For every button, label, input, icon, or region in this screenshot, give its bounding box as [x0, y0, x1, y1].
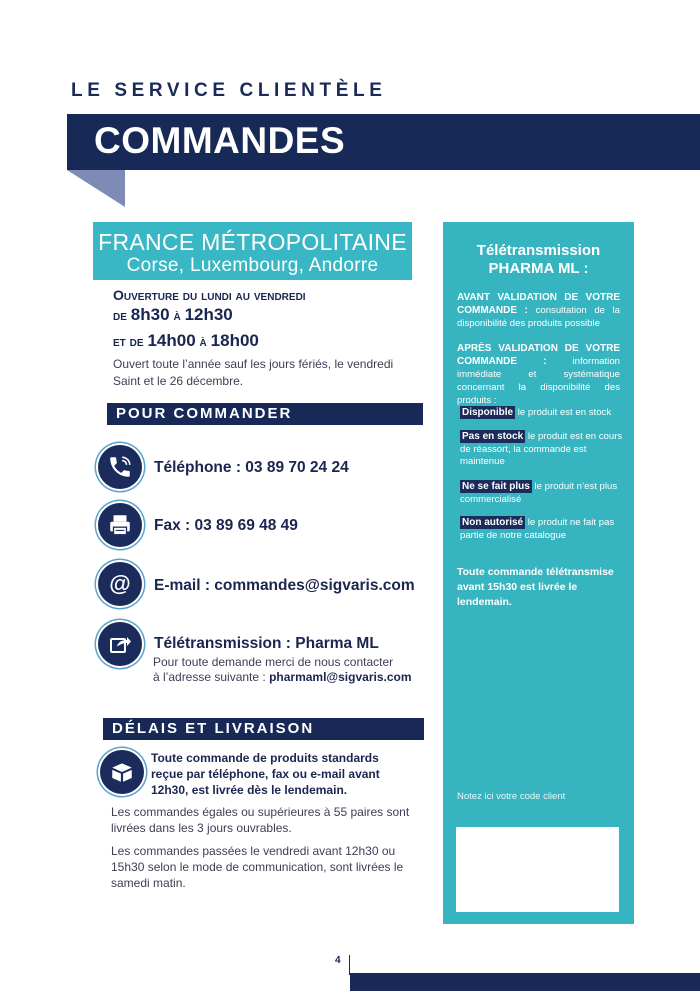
panel-title	[443, 242, 634, 278]
client-code-box[interactable]	[456, 827, 619, 912]
region-subtitle: Corse, Luxembourg, Andorre	[126, 255, 379, 276]
before-validation-label: AVANT VALIDATION DE VOTRE COMMANDE :	[457, 292, 620, 316]
status-discontinued	[460, 481, 623, 506]
title-band	[67, 114, 700, 170]
after-validation-label: APRÈS VALIDATION DE VOTRE COMMANDE :	[457, 343, 620, 367]
after-validation-text: information immédiate et systématique concernant la disponibilité des produits :	[457, 356, 620, 406]
panel-title-line2: PHARMA ML :	[488, 260, 589, 277]
section-heading: LE SERVICE CLIENTÈLE	[71, 80, 387, 101]
status-tag: Pas en stock	[462, 431, 524, 442]
phone-number[interactable]: Téléphone : 03 89 70 24 24	[154, 459, 349, 476]
teletransmission-delivery-note: Toute commande télétransmise avant 15h30 est livrée le lendemain.	[457, 566, 614, 608]
status-text: le produit est en cours de réassort, la commande est maintenue	[460, 431, 623, 467]
phone-icon	[98, 445, 142, 489]
delivery-heading: DÉLAIS ET LIVRAISON	[103, 718, 424, 740]
hours-end: 12h30	[184, 305, 233, 324]
order-heading: POUR COMMANDER	[107, 403, 423, 425]
delivery-friday-orders: Les commandes passées le vendredi avant 12h30 ou 15h30 selon le mode de communication, sont livrées le samedi matin.	[111, 844, 404, 890]
panel-title-line1: Télétransmission	[476, 242, 601, 259]
teletransmission-note-line1: Pour toute demande merci de nous contacter	[153, 655, 394, 669]
fax-number[interactable]: Fax : 03 89 69 48 49	[154, 517, 298, 534]
hours-start: 8h30	[130, 305, 170, 324]
hours-prefix: de	[113, 307, 127, 323]
before-validation-text: consultation de la disponibilité des produits possible	[457, 305, 621, 329]
teletransmission-title: Télétransmission : Pharma ML	[154, 635, 379, 652]
status-text: le produit n’est plus commercialisé	[460, 481, 618, 505]
decorative-triangle	[67, 170, 125, 207]
contact-prefix: à l’adresse suivante :	[153, 670, 266, 684]
region-title: FRANCE MÉTROPOLITAINE	[98, 229, 407, 255]
opening-days: Ouverture du lundi au vendredi	[113, 287, 306, 303]
status-tag: Non autorisé	[462, 517, 524, 528]
status-tag: Disponible	[462, 407, 514, 418]
before-validation	[457, 291, 620, 330]
hours-prefix: et de	[113, 333, 144, 349]
delivery-box-icon	[100, 750, 144, 794]
status-not-authorized	[460, 517, 623, 542]
status-text: le produit ne fait pas partie de notre catalogue	[460, 517, 615, 541]
hours-note: Ouvert toute l’année sauf les jours fériés, le vendredi Saint et le 26 décembre.	[113, 357, 394, 388]
teletransmission-note	[153, 655, 412, 685]
region-box	[93, 222, 412, 280]
hours-mid: à	[199, 333, 207, 349]
hours-end: 18h00	[210, 331, 259, 350]
status-out-of-stock	[460, 431, 623, 469]
client-code-label: Notez ici votre code client	[457, 791, 566, 802]
share-icon	[98, 622, 142, 666]
delivery-main-text: Toute commande de produits standards reçue par téléphone, fax ou e-mail avant 12h30, est livrée dès le lendemain.	[151, 751, 380, 797]
hours-start: 14h00	[147, 331, 196, 350]
after-validation	[457, 342, 620, 407]
opening-hours-morning	[113, 305, 233, 325]
delivery-large-orders: Les commandes égales ou supérieures à 55 paires sont livrées dans les 3 jours ouvrables.	[111, 805, 410, 835]
teletransmission-note-line2	[153, 670, 412, 685]
pharmaml-email[interactable]: pharmaml@sigvaris.com	[269, 670, 412, 684]
footer-divider	[349, 955, 350, 975]
status-available	[460, 407, 623, 420]
hours-mid: à	[173, 307, 181, 323]
page-title: COMMANDES	[94, 120, 346, 161]
teletransmission-panel	[443, 222, 634, 924]
status-tag: Ne se fait plus	[462, 481, 530, 492]
email-address[interactable]: E-mail : commandes@sigvaris.com	[154, 577, 415, 594]
fax-icon	[98, 503, 142, 547]
page-number: 4	[335, 955, 341, 966]
footer-bar	[350, 973, 700, 991]
opening-hours-afternoon	[113, 331, 259, 351]
at-sign-icon: @	[98, 562, 142, 606]
status-text: le produit est en stock	[517, 407, 612, 418]
